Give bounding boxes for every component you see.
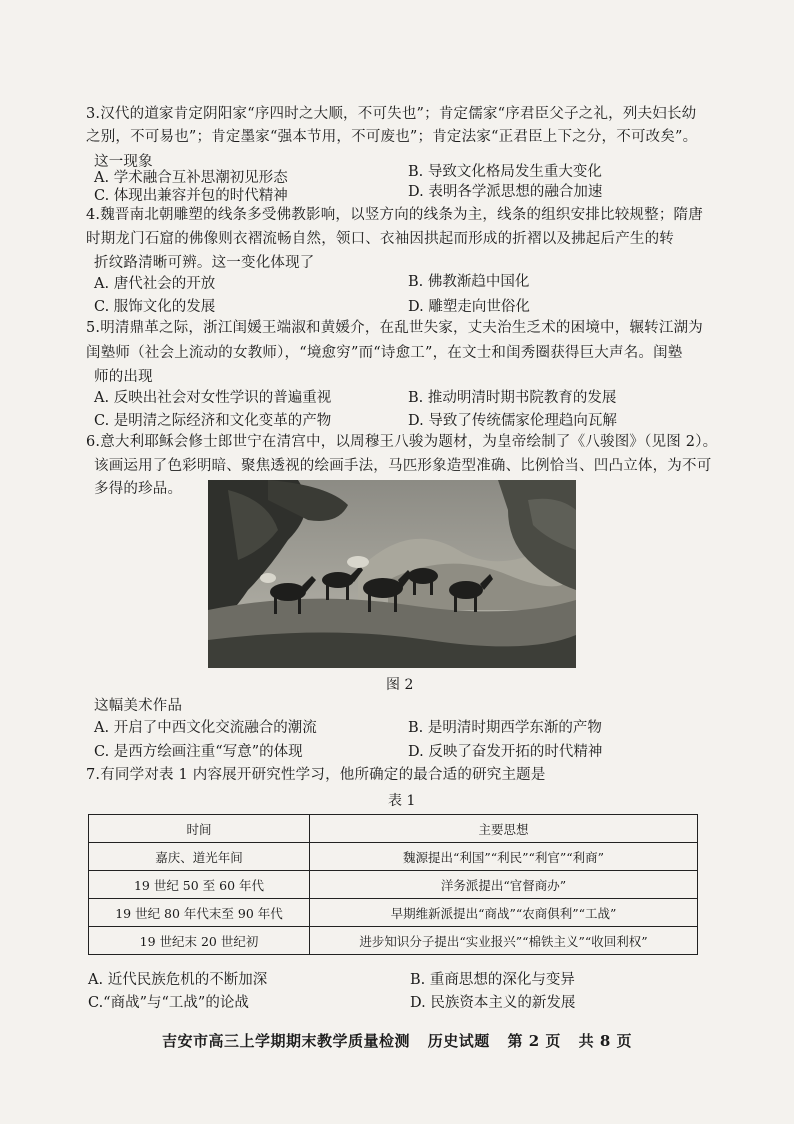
q4-line-1: 4.魏晋南北朝雕塑的线条多受佛教影响，以竖方向的线条为主，线条的组织安排比较规整；隋唐 xyxy=(86,207,703,223)
q4-option-c: C. 服饰文化的发展 xyxy=(94,299,216,315)
footer-page-number: 第 2 页 xyxy=(507,1032,561,1050)
q5-option-d: D. 导致了传统儒家伦理趋向瓦解 xyxy=(408,413,617,429)
q3-option-b: B. 导致文化格局发生重大变化 xyxy=(408,164,602,180)
q7-option-d: D. 民族资本主义的新发展 xyxy=(410,995,576,1011)
q6-option-d: D. 反映了奋发开拓的时代精神 xyxy=(408,744,603,760)
q7-option-a: A. 近代民族危机的不断加深 xyxy=(88,972,268,988)
footer-subject: 历史试题 xyxy=(427,1032,490,1050)
q6-option-b: B. 是明清时期西学东渐的产物 xyxy=(408,720,602,736)
table-row xyxy=(89,843,698,871)
q3-option-a: A. 学术融合互补思潮初见形态 xyxy=(94,170,288,186)
table-row xyxy=(89,899,698,927)
table-header-ideas: 主要思想 xyxy=(310,815,698,843)
q6-option-c: C. 是西方绘画注重“写意”的体现 xyxy=(94,744,303,760)
footer-exam-name: 吉安市高三上学期期末教学质量检测 xyxy=(161,1032,410,1050)
q5-line-2: 闺塾师（社会上流动的女教师），“境愈穷”而“诗愈工”，在文士和闺秀圈获得巨大声名。闺塾 xyxy=(86,345,683,361)
q4-option-b: B. 佛教渐趋中国化 xyxy=(408,274,530,290)
table-cell-time: 19 世纪 80 年代末至 90 年代 xyxy=(89,899,310,927)
q5-option-b: B. 推动明清时期书院教育的发展 xyxy=(408,390,617,406)
table-header-row xyxy=(89,815,698,843)
q6-option-a: A. 开启了中西文化交流融合的潮流 xyxy=(94,720,317,736)
q4-option-a: A. 唐代社会的开放 xyxy=(94,276,216,292)
table-cell-time: 19 世纪末 20 世纪初 xyxy=(89,927,310,955)
q3-line-1: 3.汉代的道家肯定阴阳家“序四时之大顺，不可失也”；肯定儒家“序君臣父子之礼，列夫妇长幼 xyxy=(86,106,697,122)
q6-stem: 这幅美术作品 xyxy=(94,698,183,714)
table-cell-ideas: 魏源提出“利国”“利民”“利官”“利商” xyxy=(310,843,698,871)
figure-caption: 图 2 xyxy=(386,677,414,693)
q5-option-a: A. 反映出社会对女性学识的普遍重视 xyxy=(94,390,332,406)
q3-option-c: C. 体现出兼容并包的时代精神 xyxy=(94,188,288,204)
table-cell-ideas: 洋务派提出“官督商办” xyxy=(310,871,698,899)
table-row xyxy=(89,927,698,955)
q4-option-d: D. 雕塑走向世俗化 xyxy=(408,299,530,315)
table-cell-time: 嘉庆、道光年间 xyxy=(89,843,310,871)
q5-option-c: C. 是明清之际经济和文化变革的产物 xyxy=(94,413,332,429)
painting-image xyxy=(208,480,576,668)
table-header-time: 时间 xyxy=(89,815,310,843)
page-footer xyxy=(0,1030,794,1051)
q5-line-3: 师的出现 xyxy=(94,369,153,385)
q4-line-3: 折纹路清晰可辨。这一变化体现了 xyxy=(94,255,315,271)
q3-option-d: D. 表明各学派思想的融合加速 xyxy=(408,184,603,200)
q3-line-2: 之别，不可易也”；肯定墨家“强本节用，不可废也”；肯定法家“正君臣上下之分，不可改矣”。 xyxy=(86,129,698,145)
q7-line-1: 7.有同学对表 1 内容展开研究性学习，他所确定的最合适的研究主题是 xyxy=(86,767,546,783)
table-title: 表 1 xyxy=(388,793,416,809)
footer-total-pages: 共 8 页 xyxy=(578,1032,632,1050)
q6-line-2: 该画运用了色彩明暗、聚焦透视的绘画手法，马匹形象造型准确、比例恰当、凹凸立体，为不可 xyxy=(94,458,712,474)
q4-line-2: 时期龙门石窟的佛像则衣褶流畅自然，领口、衣袖因拱起而形成的折褶以及拂起后产生的转 xyxy=(86,231,674,247)
ideas-table xyxy=(88,814,698,955)
table-cell-ideas: 早期维新派提出“商战”“农商俱利”“工战” xyxy=(310,899,698,927)
eight-horses-painting xyxy=(208,480,576,668)
q6-line-1: 6.意大利耶稣会修士郎世宁在清宫中，以周穆王八骏为题材，为皇帝绘制了《八骏图》（见图 2）。 xyxy=(86,434,718,450)
q3-stem: 这一现象 xyxy=(94,154,153,170)
q7-option-b: B. 重商思想的深化与变异 xyxy=(410,972,575,988)
table-row xyxy=(89,871,698,899)
q7-option-c: C.“商战”与“工战”的论战 xyxy=(88,995,249,1011)
table-cell-ideas: 进步知识分子提出“实业报兴”“棉铁主义”“收回利权” xyxy=(310,927,698,955)
q5-line-1: 5.明清鼎革之际，浙江闺媛王端淑和黄媛介，在乱世失家，丈夫治生乏术的困境中，辗转江湖为 xyxy=(86,320,703,336)
q6-line-3: 多得的珍品。 xyxy=(94,481,183,497)
table-cell-time: 19 世纪 50 至 60 年代 xyxy=(89,871,310,899)
